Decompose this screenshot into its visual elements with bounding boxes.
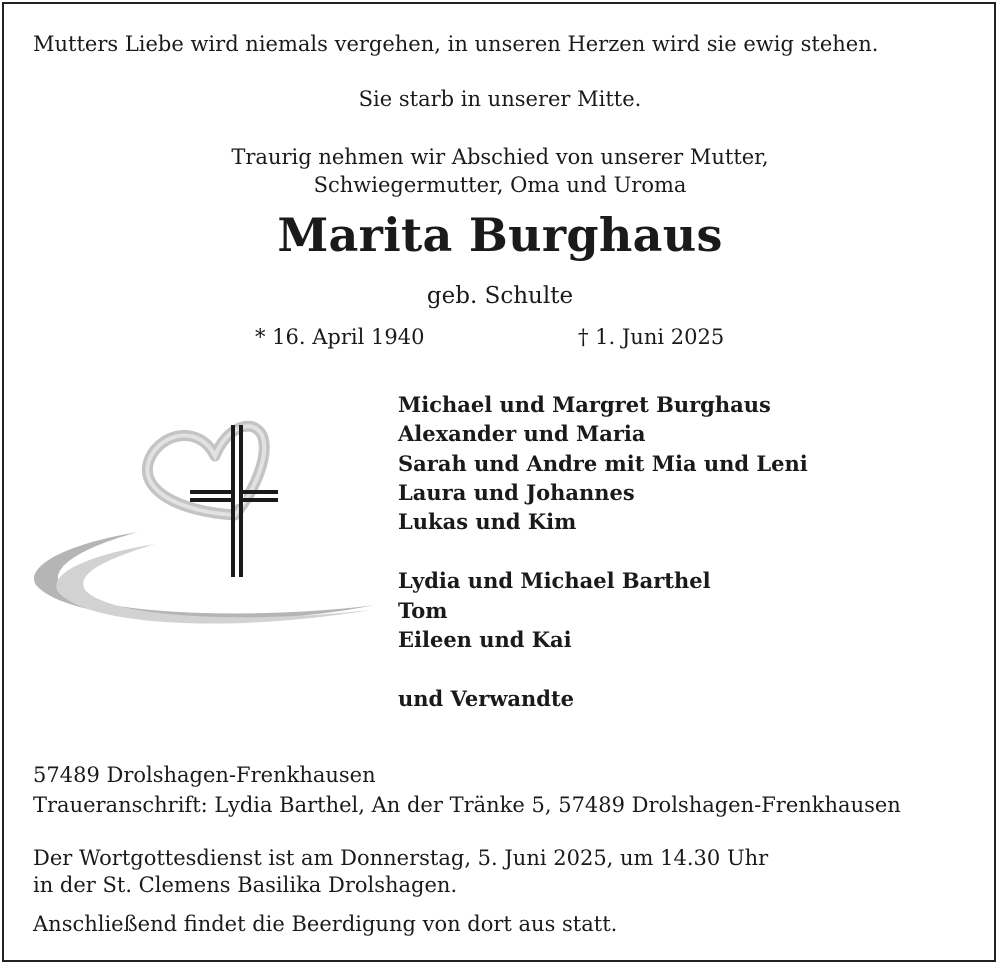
service-line-2: in der St. Clemens Basilika Drolshagen. — [33, 873, 458, 897]
family-line: Sarah und Andre mit Mia und Leni — [398, 451, 808, 476]
burial-note: Anschließend findet die Beerdigung von dort aus statt. — [33, 912, 618, 936]
intro-line-1: Traurig nehmen wir Abschied von unserer Mutter, — [231, 145, 769, 169]
heart-cross-emblem-icon — [30, 420, 390, 640]
intro-line-2: Schwiegermutter, Oma und Uroma — [313, 173, 687, 197]
death-date: † 1. Juni 2025 — [578, 325, 725, 349]
motto: Mutters Liebe wird niemals vergehen, in unseren Herzen wird sie ewig stehen. — [33, 32, 879, 56]
family-line: Lydia und Michael Barthel — [398, 568, 711, 593]
family-line: Alexander und Maria — [398, 421, 646, 446]
family-line: Laura und Johannes — [398, 480, 635, 505]
birth-date: * 16. April 1940 — [255, 325, 425, 349]
service-line-1: Der Wortgottesdienst ist am Donnerstag, 5. Juni 2025, um 14.30 Uhr — [33, 846, 769, 870]
family-line: Eileen und Kai — [398, 627, 572, 652]
family-relatives: und Verwandte — [398, 686, 575, 711]
deceased-name: Marita Burghaus — [277, 208, 723, 262]
mourning-address: Traueranschrift: Lydia Barthel, An der Tränke 5, 57489 Drolshagen-Frenkhausen — [33, 793, 901, 817]
maiden-name: geb. Schulte — [426, 283, 574, 309]
family-line: Lukas und Kim — [398, 509, 577, 534]
family-line: Tom — [398, 598, 448, 623]
family-line: Michael und Margret Burghaus — [398, 392, 771, 417]
subline: Sie starb in unserer Mitte. — [358, 87, 642, 111]
address: 57489 Drolshagen-Frenkhausen — [33, 763, 376, 787]
